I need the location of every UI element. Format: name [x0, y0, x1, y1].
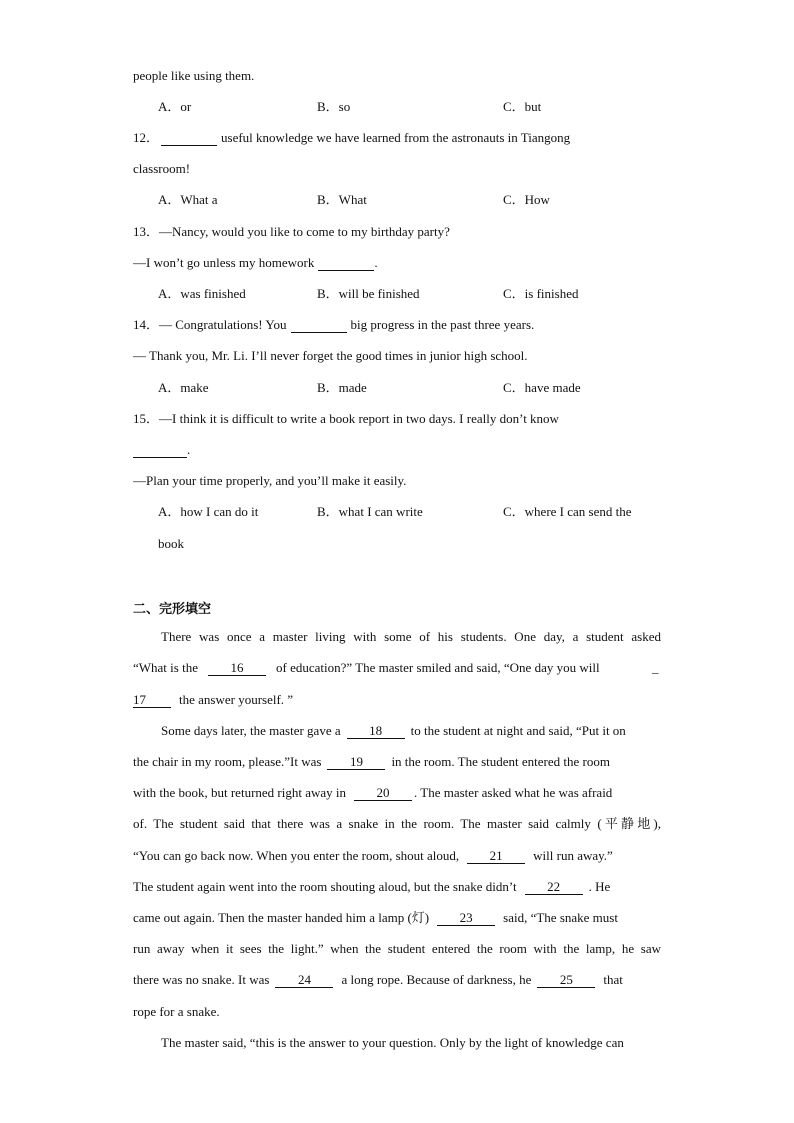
- blank-18[interactable]: 18: [347, 724, 405, 739]
- blank-22[interactable]: 22: [525, 880, 583, 895]
- blank-25[interactable]: 25: [537, 973, 595, 988]
- passage-text: came out again. Then the master handed him a lamp (灯): [133, 910, 430, 925]
- q13-line2-before: —I won’t go unless my homework: [133, 255, 315, 270]
- q12-option-a[interactable]: A．What a: [158, 192, 218, 207]
- q15-line2: [133, 442, 190, 458]
- passage-text: “What is the: [133, 660, 198, 675]
- passage-text: . The master asked what he was afraid: [414, 785, 613, 800]
- q13-line2-after: .: [374, 255, 378, 270]
- q14-line1-before: — Congratulations! You: [159, 317, 287, 332]
- passage-text: . He: [588, 879, 611, 894]
- q13-line2: [133, 255, 378, 271]
- passage-text: the chair in my room, please.”It was: [133, 754, 322, 769]
- q14-option-a[interactable]: A．make: [158, 380, 209, 395]
- blank-17[interactable]: 17: [133, 693, 171, 708]
- passage-text: there was no snake. It was: [133, 972, 270, 987]
- q15-option-a[interactable]: A．how I can do it: [158, 504, 259, 519]
- passage-line: [161, 723, 626, 739]
- q15-option-c[interactable]: C．where I can send the: [503, 504, 632, 519]
- passage-line: [133, 692, 293, 708]
- passage-text: Some days later, the master gave a: [161, 723, 341, 738]
- q14-blank: [291, 318, 347, 333]
- passage-text: _: [652, 660, 659, 675]
- q11-option-b[interactable]: B．so: [317, 99, 351, 114]
- passage-line: [133, 785, 612, 801]
- q11-continuation: people like using them.: [133, 68, 255, 83]
- q14-line1-after: big progress in the past three years.: [350, 317, 535, 332]
- blank-16[interactable]: 16: [208, 661, 266, 676]
- q15-line1-text: —I think it is difficult to write a book report in two days. I really don’t know: [159, 411, 559, 426]
- blank-24[interactable]: 24: [275, 973, 333, 988]
- q14-line1: [133, 317, 534, 333]
- q12-continuation: classroom!: [133, 161, 191, 176]
- q13-option-a[interactable]: A．was finished: [158, 286, 246, 301]
- q14-option-b[interactable]: B．made: [317, 380, 367, 395]
- passage-line: [133, 910, 618, 926]
- passage-line: of. The student said that there was a snake in the room. The master said calmly (平静地),: [133, 816, 661, 831]
- passage-text: with the book, but returned right away in: [133, 785, 347, 800]
- blank-23[interactable]: 23: [437, 911, 495, 926]
- passage-line: [133, 660, 600, 676]
- passage-line: [133, 879, 610, 895]
- q14-line2: — Thank you, Mr. Li. I’ll never forget the good times in junior high school.: [133, 348, 528, 363]
- passage-text: the answer yourself. ”: [179, 692, 294, 707]
- section-heading: 二、完形填空: [133, 602, 212, 617]
- q15-line2-after: .: [187, 442, 191, 457]
- q11-option-a[interactable]: A．or: [158, 99, 192, 114]
- q12-option-c[interactable]: C．How: [503, 192, 550, 207]
- passage-line: rope for a snake.: [133, 1004, 220, 1019]
- q15-line1: [133, 411, 559, 427]
- q15-line3: —Plan your time properly, and you’ll make it easily.: [133, 473, 407, 488]
- passage-line: [133, 848, 613, 864]
- q15-option-c-continuation: book: [158, 536, 184, 551]
- passage-text: The student again went into the room shouting aloud, but the snake didn’t: [133, 879, 517, 894]
- q12-number: 12．: [133, 130, 160, 145]
- q14-option-c[interactable]: C．have made: [503, 380, 581, 395]
- q15-option-b[interactable]: B．what I can write: [317, 504, 423, 519]
- q13-option-b[interactable]: B．will be finished: [317, 286, 420, 301]
- q13-blank: [318, 256, 374, 271]
- blank-21[interactable]: 21: [467, 849, 525, 864]
- passage-text: to the student at night and said, “Put it on: [410, 723, 626, 738]
- q12-blank: [161, 131, 217, 146]
- q15-number: 15．: [133, 411, 160, 426]
- passage-line: [133, 972, 623, 988]
- passage-text: in the room. The student entered the room: [391, 754, 610, 769]
- passage-text: of education?” The master smiled and said, “One day you will: [275, 660, 600, 675]
- q12-stem-text: useful knowledge we have learned from the astronauts in Tiangong: [221, 130, 571, 145]
- q12-stem: [133, 130, 570, 146]
- q13-number: 13．: [133, 224, 160, 239]
- q14-number: 14．: [133, 317, 160, 332]
- q11-option-c[interactable]: C．but: [503, 99, 542, 114]
- q13-line1-text: —Nancy, would you like to come to my birthday party?: [159, 224, 450, 239]
- passage-line: There was once a master living with some of his students. One day, a student asked: [161, 629, 661, 644]
- q12-option-b[interactable]: B．What: [317, 192, 367, 207]
- passage-text: “You can go back now. When you enter the room, shout aloud,: [133, 848, 460, 863]
- passage-line: [133, 754, 610, 770]
- passage-text: that: [603, 972, 623, 987]
- blank-19[interactable]: 19: [327, 755, 385, 770]
- passage-text: a long rope. Because of darkness, he: [341, 972, 532, 987]
- passage-line: The master said, “this is the answer to your question. Only by the light of knowledge can: [161, 1035, 624, 1050]
- passage-line: run away when it sees the light.” when the student entered the room with the lamp, he saw: [133, 941, 661, 956]
- q15-blank: [133, 443, 187, 458]
- q13-line1: [133, 224, 450, 240]
- passage-text: will run away.”: [533, 848, 613, 863]
- passage-text: said, “The snake must: [503, 910, 618, 925]
- q13-option-c[interactable]: C．is finished: [503, 286, 579, 301]
- blank-20[interactable]: 20: [354, 786, 412, 801]
